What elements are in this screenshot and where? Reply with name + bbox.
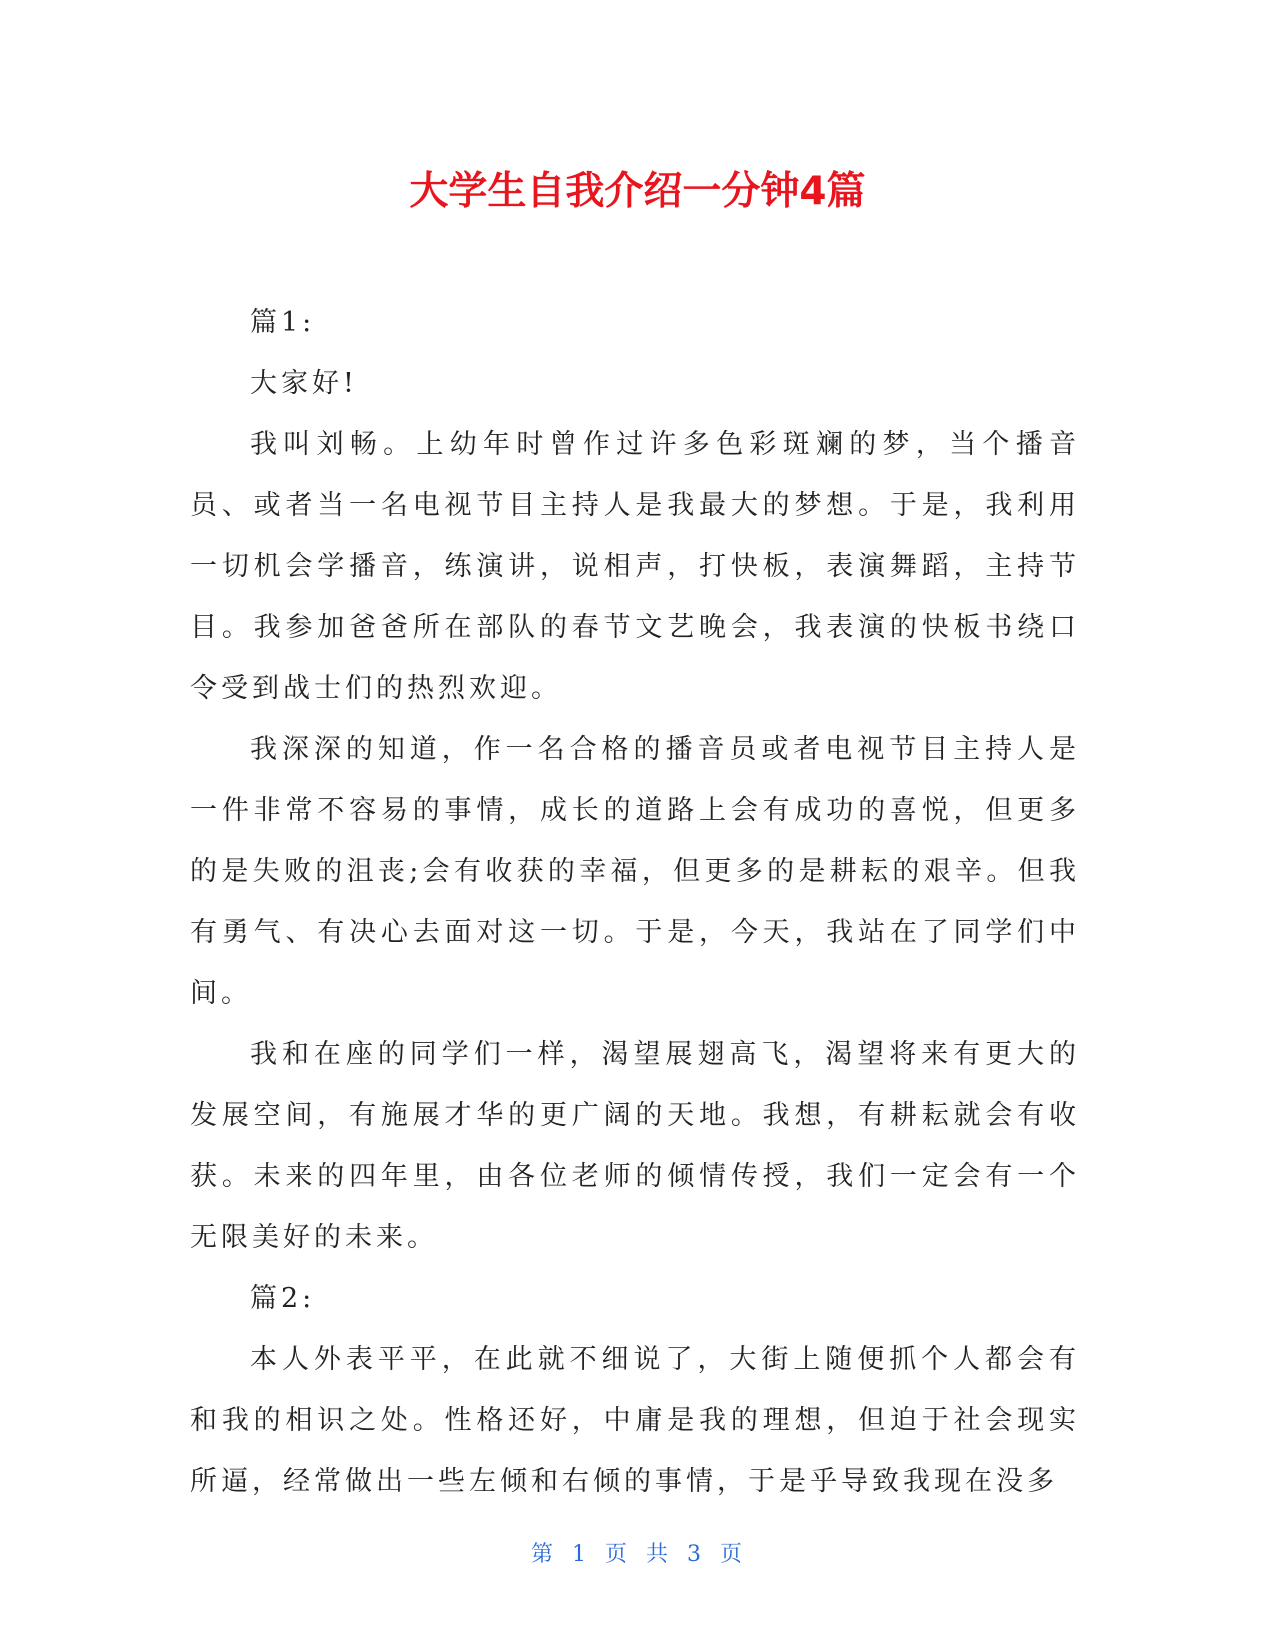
document-title: 大学生自我介绍一分钟4篇 (409, 169, 866, 214)
paragraph: 我和在座的同学们一样，渴望展翅高飞，渴望将来有更大的发展空间，有施展才华的更广阔的天地。我想，有耕耘就会有收获。未来的四年里，由各位老师的倾情传授，我们一定会有一个无限美好的未来。 (190, 1039, 1080, 1253)
section-heading-1: 篇1: (250, 307, 316, 338)
page-footer: 第 1 页 共 3 页 (531, 1542, 744, 1567)
section-heading-2: 篇2: (250, 1283, 316, 1314)
paragraph: 我深深的知道，作一名合格的播音员或者电视节目主持人是一件非常不容易的事情，成长的道路上会有成功的喜悦，但更多的是失败的沮丧;会有收获的幸福，但更多的是耕耘的艰辛。但我有勇气、有决心去面对这一切。于是，今天，我站在了同学们中间。 (190, 734, 1080, 1009)
paragraph: 我叫刘畅。上幼年时曾作过许多色彩斑斓的梦，当个播音员、或者当一名电视节目主持人是我最大的梦想。于是，我利用一切机会学播音，练演讲，说相声，打快板，表演舞蹈，主持节目。我参加爸爸所在部队的春节文艺晚会，我表演的快板书绕口令受到战士们的热烈欢迎。 (190, 429, 1080, 704)
paragraph-greeting: 大家好! (250, 368, 358, 399)
paragraph: 本人外表平平，在此就不细说了，大街上随便抓个人都会有和我的相识之处。性格还好，中庸是我的理想，但迫于社会现实所逼，经常做出一些左倾和右倾的事情，于是乎导致我现在没多 (190, 1344, 1080, 1497)
document-body (190, 292, 1080, 1512)
